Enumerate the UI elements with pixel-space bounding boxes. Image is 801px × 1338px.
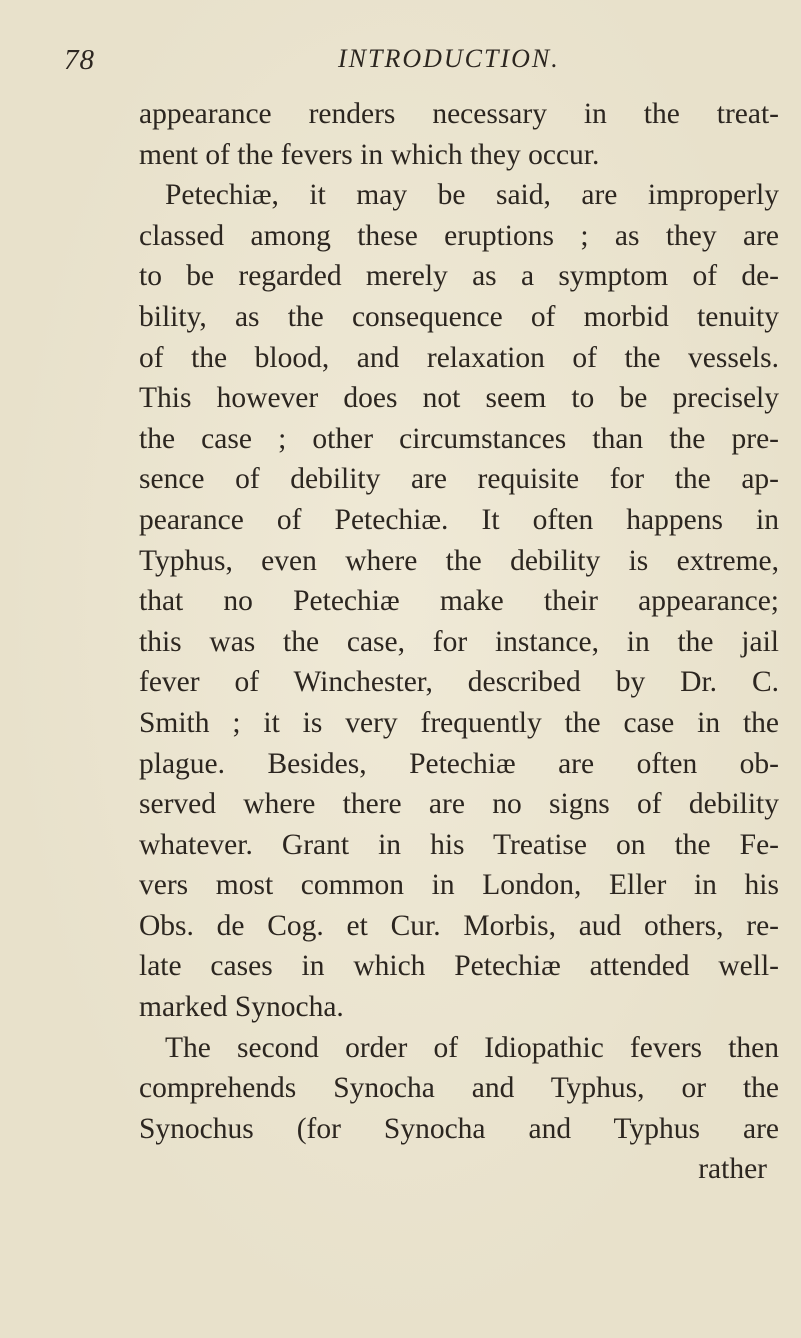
- page-number: 78: [64, 44, 95, 76]
- text-line: fever of Winchester, described by Dr. C.: [139, 666, 779, 699]
- text-line: the case ; other circumstances than the pre-: [139, 422, 779, 455]
- text-line: Obs. de Cog. et Cur. Morbis, aud others, re-: [139, 909, 779, 942]
- text-line: of the blood, and relaxation of the vessels.: [139, 341, 779, 374]
- text-line: Smith ; it is very frequently the case in the: [139, 706, 779, 739]
- text-line: served where there are no signs of debility: [139, 788, 779, 821]
- text-line: appearance renders necessary in the treat-: [139, 98, 779, 130]
- text-line: Petechiæ, it may be said, are improperly: [165, 179, 779, 212]
- text-line: Synochus (for Synocha and Typhus are: [139, 1112, 779, 1145]
- text-line: late cases in which Petechiæ attended well-: [139, 950, 779, 983]
- text-line: pearance of Petechiæ. It often happens in: [139, 503, 779, 536]
- text-line: This however does not seem to be precisely: [139, 382, 779, 415]
- text-line: vers most common in London, Eller in his: [139, 869, 779, 902]
- running-title: INTRODUCTION.: [338, 44, 560, 73]
- text-line: bility, as the consequence of morbid tenuity: [139, 300, 779, 333]
- text-line: marked Synocha.: [139, 991, 344, 1024]
- text-line: ment of the fevers in which they occur.: [139, 138, 600, 171]
- text-line: Typhus, even where the debility is extreme,: [139, 544, 779, 577]
- text-line: that no Petechiæ make their appearance;: [139, 585, 779, 618]
- text-line: whatever. Grant in his Treatise on the Fe-: [139, 828, 779, 861]
- text-line: classed among these eruptions ; as they are: [139, 219, 779, 252]
- catchword: rather: [698, 1153, 767, 1186]
- running-head: [0, 44, 801, 84]
- text-line: plague. Besides, Petechiæ are often ob-: [139, 747, 779, 780]
- text-line: comprehends Synocha and Typhus, or the: [139, 1072, 779, 1105]
- text-line: this was the case, for instance, in the jail: [139, 625, 779, 658]
- text-line: The second order of Idiopathic fevers then: [165, 1031, 779, 1064]
- body-text: [139, 94, 779, 1190]
- text-line: sence of debility are requisite for the ap-: [139, 463, 779, 496]
- text-line: to be regarded merely as a symptom of de-: [139, 260, 779, 293]
